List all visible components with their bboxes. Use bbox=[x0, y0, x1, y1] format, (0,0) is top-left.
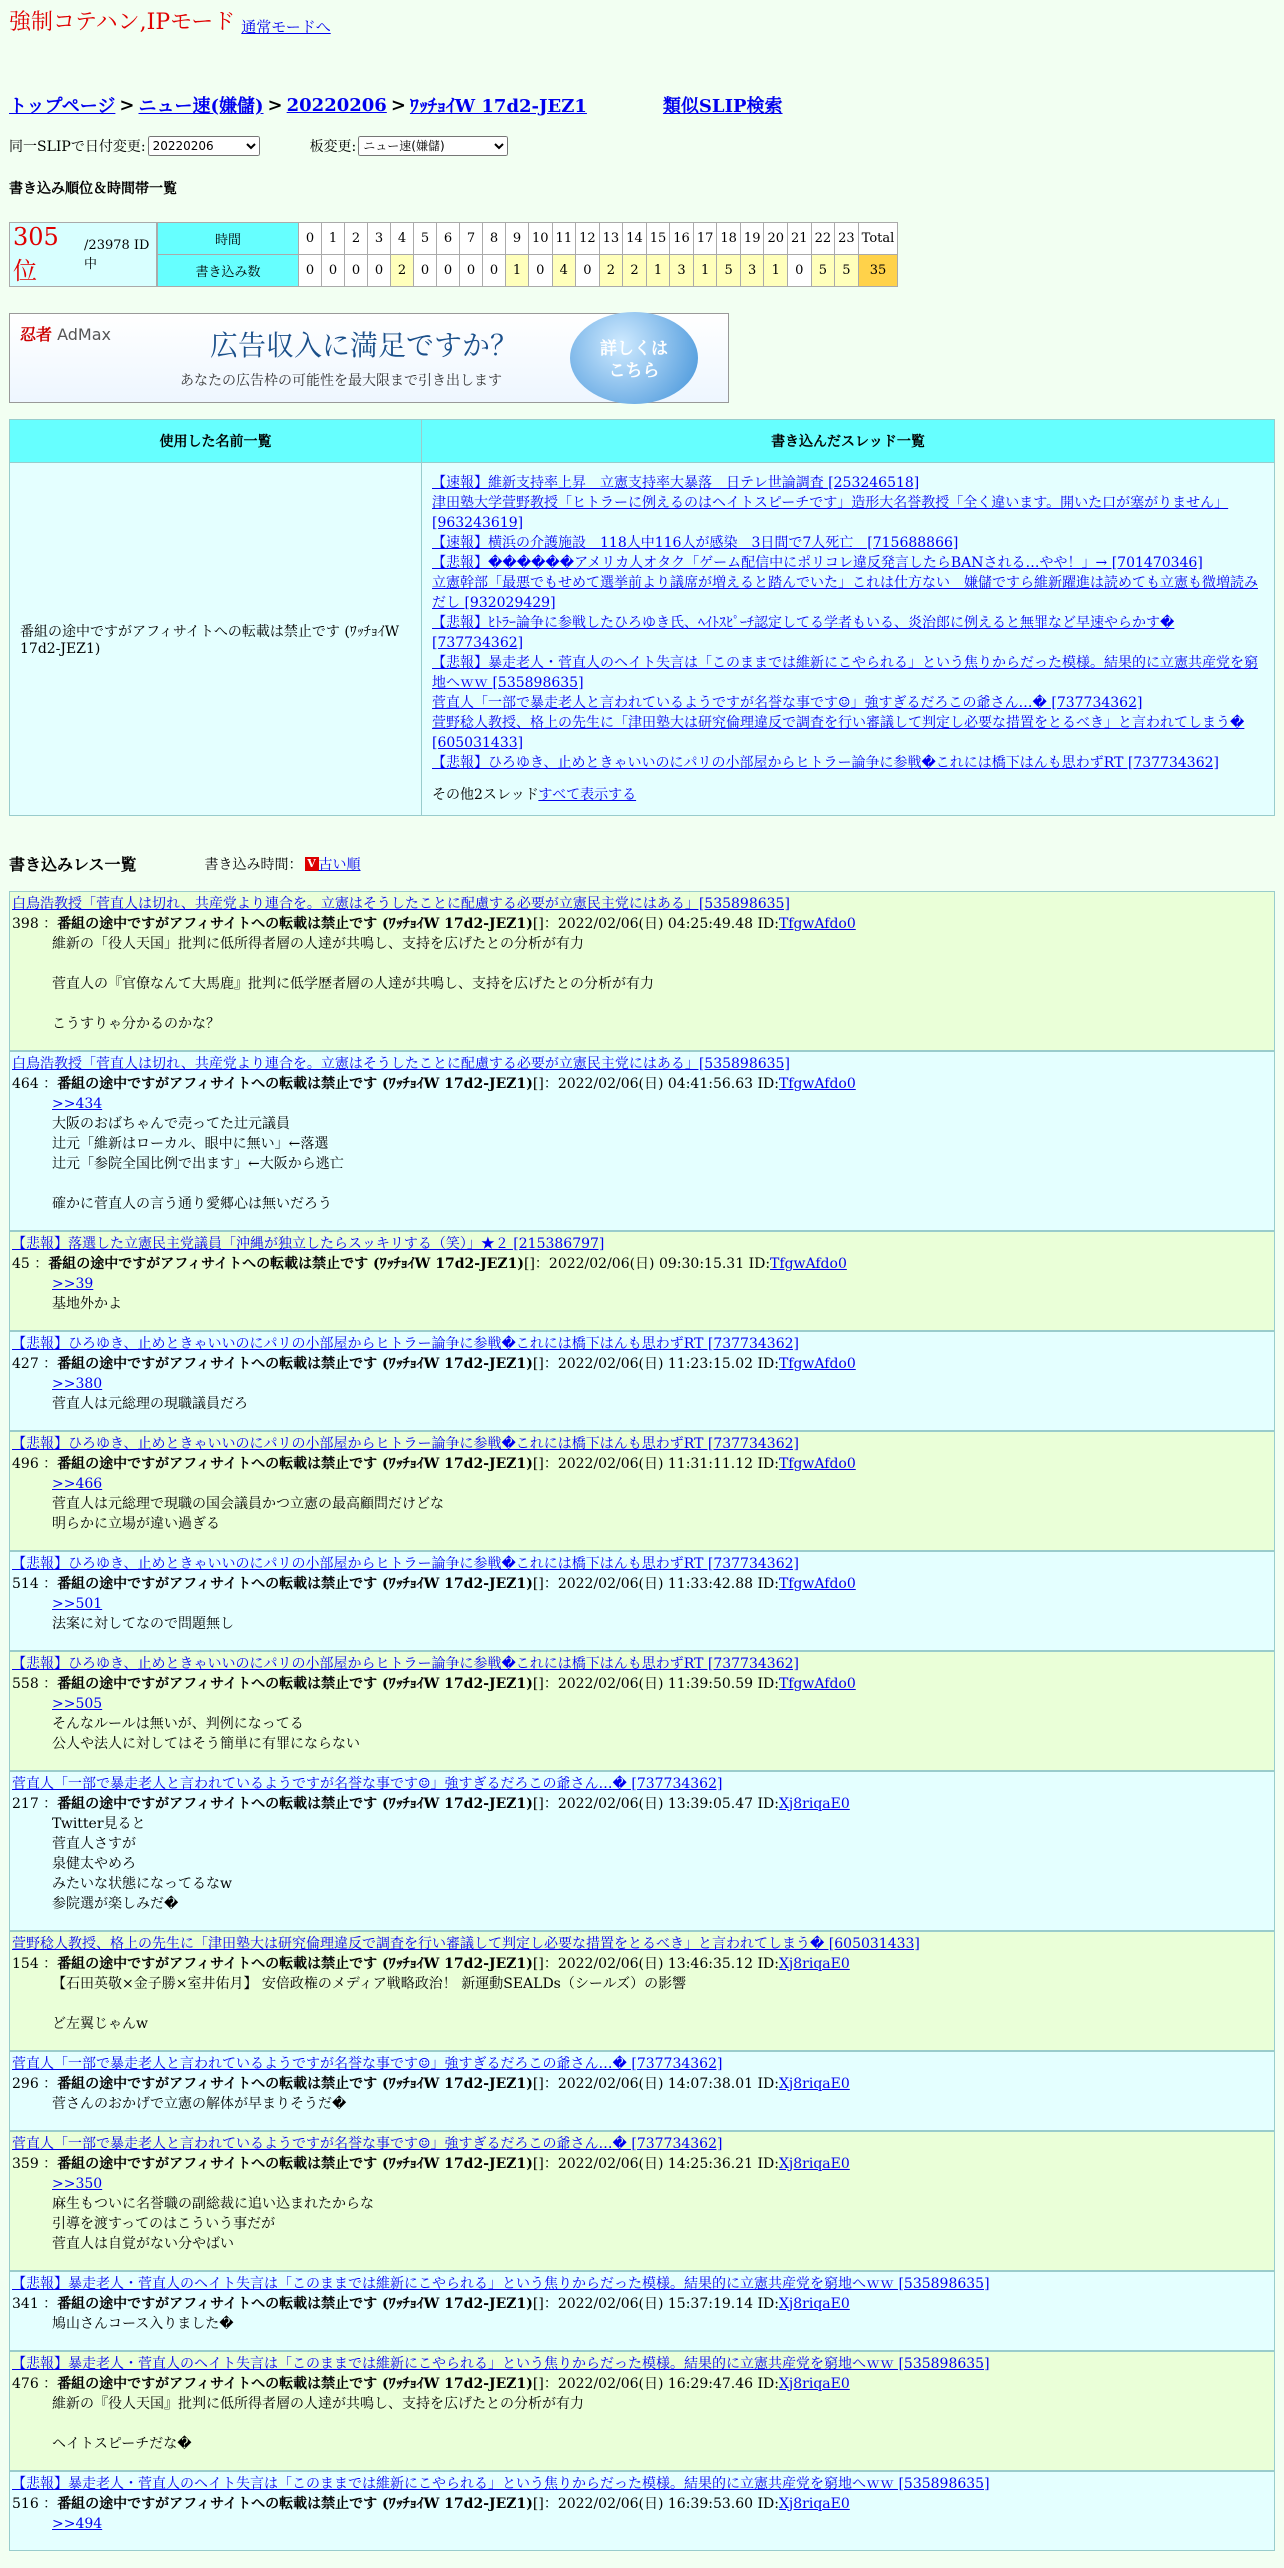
post-id-link[interactable]: Xj8riqaE0 bbox=[778, 2496, 850, 2512]
hour-cell: 6 bbox=[437, 223, 460, 255]
post-item bbox=[9, 2271, 1275, 2351]
post-id-link[interactable]: Xj8riqaE0 bbox=[778, 2296, 850, 2312]
post-body bbox=[12, 2094, 1272, 2114]
hour-cell: 0 bbox=[299, 223, 322, 255]
post-item bbox=[9, 1771, 1275, 1931]
post-line: 確かに菅直人の言う通り愛郷心は無いだろう bbox=[52, 1196, 332, 1212]
thread-link[interactable]: 【悲報】暴走老人・菅直人のヘイト失言は「このままでは維新にこやられる」という焦りからだった模様。結果的に立憲共産党を窮地へｗｗ [535898635] bbox=[432, 655, 1258, 691]
thread-link[interactable]: 津田塾大学萱野教授「ヒトラーに例えるのはヘイトスピーチです」造形大名誉教授「全く違います。開いた口が塞がりません」[963243619] bbox=[432, 495, 1229, 531]
post-date: []：2022/02/06(日) 16:39:53.60 ID: bbox=[532, 2496, 779, 2512]
post-number: 217 bbox=[12, 1796, 39, 1812]
count-cell: 0 bbox=[788, 255, 812, 287]
post-name: 番組の途中ですがアフィサイトへの転載は禁止です (ﾜｯﾁｮｲW 17d2-JEZ1) bbox=[57, 1076, 533, 1092]
post-number: 516 bbox=[12, 2496, 39, 2512]
post-id-link[interactable]: TfgwAfdo0 bbox=[778, 1356, 856, 1372]
post-meta: 464 ：番組の途中ですがアフィサイトへの転載は禁止です (ﾜｯﾁｮｲW 17d2-JEZ1)[]：2022/02/06(日) 04:41:56.63 ID:TfgwAfdo0 bbox=[12, 1076, 856, 1092]
hour-cell: 22 bbox=[811, 223, 835, 255]
count-cell: 0 bbox=[460, 255, 483, 287]
same-slip-date-label: 同一SLIPで日付変更: bbox=[9, 139, 146, 155]
post-body bbox=[12, 1474, 1272, 1534]
post-id-link[interactable]: Xj8riqaE0 bbox=[778, 1956, 850, 1972]
post-name: 番組の途中ですがアフィサイトへの転載は禁止です (ﾜｯﾁｮｲW 17d2-JEZ1) bbox=[57, 2156, 533, 2172]
hour-cell: 13 bbox=[599, 223, 623, 255]
count-cell: 0 bbox=[322, 255, 345, 287]
count-cell: 2 bbox=[391, 255, 414, 287]
normal-mode-link[interactable]: 通常モードへ bbox=[241, 18, 331, 36]
post-item bbox=[9, 1051, 1275, 1231]
post-line: 【石田英敬×金子勝×室井佑月】 安倍政権のメディア戦略政治！ 新運動SEALDs（シールズ）の影響 bbox=[52, 1976, 687, 1992]
hour-cell: 3 bbox=[368, 223, 391, 255]
count-cell: 0 bbox=[483, 255, 506, 287]
post-line: 公人や法人に対してはそう簡単に有罪にならない bbox=[52, 1736, 360, 1752]
post-item bbox=[9, 1651, 1275, 1771]
post-name: 番組の途中ですがアフィサイトへの転載は禁止です (ﾜｯﾁｮｲW 17d2-JEZ1) bbox=[57, 1576, 533, 1592]
post-item bbox=[9, 2471, 1275, 2551]
post-meta: 341 ：番組の途中ですがアフィサイトへの転載は禁止です (ﾜｯﾁｮｲW 17d2-JEZ1)[]：2022/02/06(日) 15:37:19.14 ID:Xj8riqaE0 bbox=[12, 2296, 850, 2312]
post-thread-link[interactable]: 【悲報】ひろゆき、止めときゃいいのにパリの小部屋からヒトラー論争に参戦�これには橋下はんも思わずRT [737734362] bbox=[12, 1656, 799, 1672]
post-date: []：2022/02/06(日) 13:46:35.12 ID: bbox=[532, 1956, 779, 1972]
breadcrumb-top[interactable]: トップページ bbox=[9, 96, 116, 117]
post-item bbox=[9, 2351, 1275, 2471]
sort-label: 書き込み時間： bbox=[204, 856, 303, 873]
hour-cell: 15 bbox=[646, 223, 670, 255]
post-thread-link[interactable]: 菅直人「一部で暴走老人と言われているようですが名誉な事です☺」強すぎるだろこの爺さん…� [737734362] bbox=[12, 1776, 723, 1792]
count-cell: 3 bbox=[670, 255, 694, 287]
post-thread-link[interactable]: 【悲報】暴走老人・菅直人のヘイト失言は「このままでは維新にこやられる」という焦りからだった模様。結果的に立憲共産党を窮地へｗｗ [535898635] bbox=[12, 2356, 990, 2372]
post-line: 辻元「維新はローカル、眼中に無い」←落選 bbox=[52, 1136, 329, 1152]
hour-cell: 19 bbox=[740, 223, 764, 255]
post-date: []：2022/02/06(日) 11:31:11.12 ID: bbox=[532, 1456, 779, 1472]
post-number: 154 bbox=[12, 1956, 39, 1972]
post-line bbox=[52, 1174, 1272, 1194]
breadcrumb-date[interactable]: 20220206 bbox=[286, 94, 387, 116]
hour-cell: 23 bbox=[835, 223, 859, 255]
hour-cell: 12 bbox=[576, 223, 600, 255]
post-number: 359 bbox=[12, 2156, 39, 2172]
post-thread-link[interactable]: 萱野稔人教授、格上の先生に「津田塾大は研究倫理違反で調査を行い審議して判定し必要な措置をとるべき」と言われてしまう� [605031433] bbox=[12, 1936, 920, 1952]
thread-link[interactable]: 【悲報】ひろゆき、止めときゃいいのにパリの小部屋からヒトラー論争に参戦�これには橋下はんも思わずRT [737734362] bbox=[432, 755, 1219, 771]
post-item bbox=[9, 1431, 1275, 1551]
post-line: 菅直人は自覚がない分やばい bbox=[52, 2236, 234, 2252]
post-id-link[interactable]: TfgwAfdo0 bbox=[778, 1456, 856, 1472]
board-select[interactable] bbox=[358, 136, 508, 156]
post-body bbox=[12, 1694, 1272, 1754]
hour-cell: 9 bbox=[506, 223, 529, 255]
count-cell: 4 bbox=[552, 255, 576, 287]
post-line: みたいな状態になってるなw bbox=[52, 1876, 232, 1892]
post-number: 341 bbox=[12, 2296, 39, 2312]
count-label: 書き込み数 bbox=[158, 255, 299, 287]
post-thread-link[interactable]: 【悲報】落選した立憲民主党議員「沖縄が独立したらスッキリする（笑）」★２ [215386797] bbox=[12, 1236, 605, 1252]
post-date: []：2022/02/06(日) 04:25:49.48 ID: bbox=[532, 916, 779, 932]
post-id-link[interactable]: TfgwAfdo0 bbox=[778, 916, 856, 932]
rank-total: /23978 ID中 bbox=[84, 237, 150, 272]
posts-title: 書き込みレス一覧 bbox=[9, 855, 137, 874]
post-body bbox=[12, 2514, 1272, 2534]
post-name: 番組の途中ですがアフィサイトへの転載は禁止です (ﾜｯﾁｮｲW 17d2-JEZ1) bbox=[57, 1796, 533, 1812]
post-date: []：2022/02/06(日) 09:30:15.31 ID: bbox=[523, 1256, 771, 1272]
post-id-link[interactable]: Xj8riqaE0 bbox=[778, 2376, 850, 2392]
count-cell: 0 bbox=[368, 255, 391, 287]
show-all-link[interactable]: すべて表示する bbox=[538, 787, 637, 803]
count-cell: 0 bbox=[299, 255, 322, 287]
count-cell: 0 bbox=[529, 255, 553, 287]
post-name: 番組の途中ですがアフィサイトへの転載は禁止です (ﾜｯﾁｮｲW 17d2-JEZ1) bbox=[57, 1356, 533, 1372]
post-meta: 359 ：番組の途中ですがアフィサイトへの転載は禁止です (ﾜｯﾁｮｲW 17d2-JEZ1)[]：2022/02/06(日) 14:25:36.21 ID:Xj8riqaE0 bbox=[12, 2156, 850, 2172]
summary-table bbox=[9, 419, 1275, 816]
post-number: 296 bbox=[12, 2076, 39, 2092]
reply-anchor-link[interactable]: >>505 bbox=[52, 1696, 103, 1712]
thread-link[interactable]: 【速報】維新支持率上昇 立憲支持率大暴落 日テレ世論調査 [253246518] bbox=[432, 475, 920, 491]
post-line: 参院選が楽しみだ� bbox=[52, 1896, 179, 1912]
post-line bbox=[52, 1994, 1272, 2014]
post-id-link[interactable]: TfgwAfdo0 bbox=[778, 1576, 856, 1592]
count-cell: 0 bbox=[437, 255, 460, 287]
reply-anchor-link[interactable]: >>434 bbox=[52, 1096, 103, 1112]
reply-anchor-link[interactable]: >>466 bbox=[52, 1476, 103, 1492]
post-thread-link[interactable]: 白鳥浩教授「菅直人は切れ、共産党より連合を。立憲はそうしたことに配慮する必要が立憲民主党にはある」[535898635] bbox=[12, 896, 790, 912]
hour-cell: 11 bbox=[552, 223, 576, 255]
post-thread-link[interactable]: 【悲報】暴走老人・菅直人のヘイト失言は「このままでは維新にこやられる」という焦りからだった模様。結果的に立憲共産党を窮地へｗｗ [535898635] bbox=[12, 2476, 990, 2492]
post-number: 476 bbox=[12, 2376, 39, 2392]
hour-cell: 10 bbox=[529, 223, 553, 255]
count-cell: 35 bbox=[858, 255, 898, 287]
reply-anchor-link[interactable]: >>494 bbox=[52, 2516, 103, 2532]
post-date: []：2022/02/06(日) 11:33:42.88 ID: bbox=[532, 1576, 779, 1592]
post-thread-link[interactable]: 【悲報】ひろゆき、止めときゃいいのにパリの小部屋からヒトラー論争に参戦�これには橋下はんも思わずRT [737734362] bbox=[12, 1556, 799, 1572]
count-cell: 1 bbox=[506, 255, 529, 287]
post-id-link[interactable]: Xj8riqaE0 bbox=[778, 2156, 850, 2172]
count-cell: 0 bbox=[414, 255, 437, 287]
post-date: []：2022/02/06(日) 13:39:05.47 ID: bbox=[532, 1796, 779, 1812]
count-cell: 5 bbox=[835, 255, 859, 287]
date-select[interactable] bbox=[148, 136, 260, 156]
post-line: 辻元「参院全国比例で出ます」←大阪から逃亡 bbox=[52, 1156, 344, 1172]
post-item bbox=[9, 1931, 1275, 2051]
thread-link[interactable]: 立憲幹部「最悪でもせめて選挙前より議席が増えると踏んでいた」これは仕方ない 嫌儲ですら維新躍進は読めても立憲も微増読みだし [932029429] bbox=[432, 575, 1258, 611]
reply-anchor-link[interactable]: >>350 bbox=[52, 2176, 103, 2192]
post-line: ヘイトスピーチだな� bbox=[52, 2436, 192, 2452]
post-date: []：2022/02/06(日) 16:29:47.46 ID: bbox=[532, 2376, 779, 2392]
used-name: 番組の途中ですがアフィサイトへの転載は禁止です (ﾜｯﾁｮｲW 17d2-JEZ1) bbox=[10, 463, 422, 816]
post-item bbox=[9, 1331, 1275, 1431]
rank-cell bbox=[9, 222, 157, 287]
post-line: 法案に対してなので問題無し bbox=[52, 1616, 234, 1632]
post-body bbox=[12, 1974, 1272, 2034]
post-id-link[interactable]: Xj8riqaE0 bbox=[778, 2076, 850, 2092]
post-line bbox=[52, 994, 1272, 1014]
ad-subtext: あなたの広告枠の可能性を最大限まで引き出します bbox=[180, 373, 502, 389]
post-line: 菅直人は元総理で現職の国会議員かつ立憲の最高顧問だけどな bbox=[52, 1496, 444, 1512]
page-title: 強制コテハン,IPモード bbox=[9, 10, 236, 35]
rank-section-title: 書き込み順位＆時間帯一覧 bbox=[9, 181, 177, 197]
post-meta: 398 ：番組の途中ですがアフィサイトへの転載は禁止です (ﾜｯﾁｮｲW 17d2-JEZ1)[]：2022/02/06(日) 04:25:49.48 ID:TfgwAfdo0 bbox=[12, 916, 856, 932]
post-name: 番組の途中ですがアフィサイトへの転載は禁止です (ﾜｯﾁｮｲW 17d2-JEZ1) bbox=[57, 916, 533, 932]
breadcrumb bbox=[9, 92, 1275, 118]
post-name: 番組の途中ですがアフィサイトへの転載は禁止です (ﾜｯﾁｮｲW 17d2-JEZ1) bbox=[48, 1256, 524, 1272]
post-item bbox=[9, 1231, 1275, 1331]
breadcrumb-slip[interactable]: ﾜｯﾁｮｲW 17d2-JEZ1 bbox=[409, 96, 587, 117]
hour-cell: 14 bbox=[623, 223, 647, 255]
ad-details-button[interactable]: 詳しくは こちら bbox=[570, 312, 698, 404]
post-body bbox=[12, 1374, 1272, 1414]
post-id-link[interactable]: TfgwAfdo0 bbox=[770, 1256, 847, 1272]
post-line: 菅直人の『官僚なんて大馬鹿』批判に低学歴者層の人達が共鳴し、支持を広げたとの分析が有力 bbox=[52, 976, 654, 992]
post-body bbox=[12, 1814, 1272, 1914]
ad-logo: 忍者 AdMax bbox=[20, 325, 112, 344]
hour-cell: 5 bbox=[414, 223, 437, 255]
post-body bbox=[12, 2174, 1272, 2254]
post-meta: 514 ：番組の途中ですがアフィサイトへの転載は禁止です (ﾜｯﾁｮｲW 17d2-JEZ1)[]：2022/02/06(日) 11:33:42.88 ID:TfgwAfdo0 bbox=[12, 1576, 856, 1592]
title-bar bbox=[9, 0, 1275, 44]
posts-header bbox=[9, 852, 1275, 875]
names-header: 使用した名前一覧 bbox=[10, 420, 422, 463]
hour-cell: Total bbox=[858, 223, 898, 255]
post-thread-link[interactable]: 菅直人「一部で暴走老人と言われているようですが名誉な事です☺」強すぎるだろこの爺さん…� [737734362] bbox=[12, 2056, 723, 2072]
post-date: []：2022/02/06(日) 15:37:19.14 ID: bbox=[532, 2296, 779, 2312]
post-name: 番組の途中ですがアフィサイトへの転載は禁止です (ﾜｯﾁｮｲW 17d2-JEZ1) bbox=[57, 1456, 533, 1472]
reply-anchor-link[interactable]: >>501 bbox=[52, 1596, 103, 1612]
count-cell: 5 bbox=[717, 255, 741, 287]
post-meta: 496 ：番組の途中ですがアフィサイトへの転載は禁止です (ﾜｯﾁｮｲW 17d2-JEZ1)[]：2022/02/06(日) 11:31:11.12 ID:TfgwAfdo0 bbox=[12, 1456, 856, 1472]
count-cell: 1 bbox=[693, 255, 717, 287]
breadcrumb-sep: > bbox=[267, 94, 283, 116]
post-line: ど左翼じゃんw bbox=[52, 2016, 148, 2032]
post-item bbox=[9, 891, 1275, 1051]
thread-link[interactable]: 萱野稔人教授、格上の先生に「津田塾大は研究倫理違反で調査を行い審議して判定し必要な措置をとるべき」と言われてしまう� [605031433] bbox=[432, 715, 1245, 751]
count-cell: 1 bbox=[646, 255, 670, 287]
post-name: 番組の途中ですがアフィサイトへの転載は禁止です (ﾜｯﾁｮｲW 17d2-JEZ1) bbox=[57, 1676, 533, 1692]
reply-anchor-link[interactable]: >>39 bbox=[52, 1276, 94, 1292]
post-line: 泉健太やめろ bbox=[52, 1856, 136, 1872]
hour-cell: 4 bbox=[391, 223, 414, 255]
post-item bbox=[9, 2131, 1275, 2271]
hour-cell: 1 bbox=[322, 223, 345, 255]
breadcrumb-sep: > bbox=[119, 94, 135, 116]
post-name: 番組の途中ですがアフィサイトへの転載は禁止です (ﾜｯﾁｮｲW 17d2-JEZ1) bbox=[57, 2296, 533, 2312]
post-line: 基地外かよ bbox=[52, 1296, 122, 1312]
post-meta: 558 ：番組の途中ですがアフィサイトへの転載は禁止です (ﾜｯﾁｮｲW 17d2-JEZ1)[]：2022/02/06(日) 11:39:50.59 ID:TfgwAfdo0 bbox=[12, 1676, 856, 1692]
ad-headline: 広告収入に満足ですか？ bbox=[210, 329, 519, 362]
hour-cell: 7 bbox=[460, 223, 483, 255]
hour-cell: 16 bbox=[670, 223, 694, 255]
post-date: []：2022/02/06(日) 04:41:56.63 ID: bbox=[532, 1076, 779, 1092]
post-number: 514 bbox=[12, 1576, 39, 1592]
post-line: 菅さんのおかげで立憲の解体が早まりそうだ� bbox=[52, 2096, 347, 2112]
post-number: 464 bbox=[12, 1076, 39, 1092]
post-line: 明らかに立場が違い過ぎる bbox=[52, 1516, 220, 1532]
post-meta: 154 ：番組の途中ですがアフィサイトへの転載は禁止です (ﾜｯﾁｮｲW 17d2-JEZ1)[]：2022/02/06(日) 13:46:35.12 ID:Xj8riqaE0 bbox=[12, 1956, 850, 1972]
rank-number: 305 位 bbox=[13, 223, 59, 285]
post-name: 番組の途中ですがアフィサイトへの転載は禁止です (ﾜｯﾁｮｲW 17d2-JEZ1) bbox=[57, 2496, 533, 2512]
post-meta: 45 ：番組の途中ですがアフィサイトへの転載は禁止です (ﾜｯﾁｮｲW 17d2-JEZ1)[]：2022/02/06(日) 09:30:15.31 ID:TfgwAfdo0 bbox=[12, 1256, 847, 1272]
post-line: 維新の『役人天国』批判に低所得者層の人達が共鳴し、支持を広げたとの分析が有力 bbox=[52, 2396, 584, 2412]
rank-hours-table bbox=[9, 222, 1275, 287]
time-label: 時間 bbox=[158, 223, 299, 255]
count-cell: 1 bbox=[764, 255, 788, 287]
board-change-label: 板変更: bbox=[309, 139, 357, 155]
thread-link[interactable]: 【悲報】������アメリカ人オタク「ゲーム配信中にポリコレ違反発言したらBANされる…やや！」→ [701470346] bbox=[432, 555, 1203, 571]
post-line: 維新の「役人天国」批判に低所得者層の人達が共鳴し、支持を広げたとの分析が有力 bbox=[52, 936, 584, 952]
post-thread-link[interactable]: 菅直人「一部で暴走老人と言われているようですが名誉な事です☺」強すぎるだろこの爺さん…� [737734362] bbox=[12, 2136, 723, 2152]
post-date: []：2022/02/06(日) 14:25:36.21 ID: bbox=[532, 2156, 779, 2172]
post-meta: 427 ：番組の途中ですがアフィサイトへの転載は禁止です (ﾜｯﾁｮｲW 17d2-JEZ1)[]：2022/02/06(日) 11:23:15.02 ID:TfgwAfdo0 bbox=[12, 1356, 856, 1372]
post-number: 398 bbox=[12, 916, 39, 932]
post-thread-link[interactable]: 【悲報】ひろゆき、止めときゃいいのにパリの小部屋からヒトラー論争に参戦�これには橋下はんも思わずRT [737734362] bbox=[12, 1336, 799, 1352]
post-name: 番組の途中ですがアフィサイトへの転載は禁止です (ﾜｯﾁｮｲW 17d2-JEZ1) bbox=[57, 1956, 533, 1972]
thread-link[interactable]: 【悲報】ﾋﾄﾗｰ論争に参戦したひろゆき氏、ﾍｲﾄｽﾋﾟｰﾁ認定してる学者もいる、炎治郎に例えると無罪など早速やらかす� [737734362] bbox=[432, 615, 1175, 651]
post-line: 麻生もついに名誉職の副総裁に追い込まれたからな bbox=[52, 2196, 374, 2212]
thread-link[interactable]: 菅直人「一部で暴走老人と言われているようですが名誉な事です☺」強すぎるだろこの爺さん…� [737734362] bbox=[432, 695, 1143, 711]
post-item bbox=[9, 2051, 1275, 2131]
post-item bbox=[9, 1551, 1275, 1651]
post-body bbox=[12, 2394, 1272, 2454]
post-thread-link[interactable]: 白鳥浩教授「菅直人は切れ、共産党より連合を。立憲はそうしたことに配慮する必要が立憲民主党にはある」[535898635] bbox=[12, 1056, 790, 1072]
breadcrumb-sep: > bbox=[390, 94, 406, 116]
post-meta: 516 ：番組の途中ですがアフィサイトへの転載は禁止です (ﾜｯﾁｮｲW 17d2-JEZ1)[]：2022/02/06(日) 16:39:53.60 ID:Xj8riqaE0 bbox=[12, 2496, 850, 2512]
selector-row bbox=[9, 136, 1275, 156]
hour-cell: 8 bbox=[483, 223, 506, 255]
post-number: 45 bbox=[12, 1256, 30, 1272]
post-list bbox=[9, 891, 1275, 2551]
thread-list bbox=[422, 463, 1275, 816]
post-date: []：2022/02/06(日) 14:07:38.01 ID: bbox=[532, 2076, 779, 2092]
post-body bbox=[12, 1274, 1272, 1314]
post-line: 引導を渡すってのはこういう事だが bbox=[52, 2216, 276, 2232]
post-line: そんなルールは無いが、判例になってる bbox=[52, 1716, 304, 1732]
post-line: Twitter見ると bbox=[52, 1816, 146, 1832]
count-cell: 0 bbox=[345, 255, 368, 287]
hour-cell: 2 bbox=[345, 223, 368, 255]
post-line bbox=[52, 954, 1272, 974]
hour-cell: 20 bbox=[764, 223, 788, 255]
hours-table bbox=[157, 222, 898, 287]
post-line: 菅直人さすが bbox=[52, 1836, 136, 1852]
post-id-link[interactable]: Xj8riqaE0 bbox=[778, 1796, 850, 1812]
post-body bbox=[12, 934, 1272, 1034]
count-cell: 2 bbox=[623, 255, 647, 287]
post-thread-link[interactable]: 【悲報】暴走老人・菅直人のヘイト失言は「このままでは維新にこやられる」という焦りからだった模様。結果的に立憲共産党を窮地へｗｗ [535898635] bbox=[12, 2276, 990, 2292]
ad-banner[interactable] bbox=[9, 313, 729, 403]
sort-oldest-link[interactable]: 古い順 bbox=[318, 856, 361, 873]
sort-icon: V bbox=[305, 857, 319, 871]
post-date: []：2022/02/06(日) 11:39:50.59 ID: bbox=[532, 1676, 779, 1692]
post-line: 鳩山さんコース入りました� bbox=[52, 2316, 234, 2332]
similar-slip-search-link[interactable]: 類似SLIP検索 bbox=[662, 96, 783, 117]
hour-cell: 21 bbox=[788, 223, 812, 255]
post-meta: 476 ：番組の途中ですがアフィサイトへの転載は禁止です (ﾜｯﾁｮｲW 17d2-JEZ1)[]：2022/02/06(日) 16:29:47.46 ID:Xj8riqaE0 bbox=[12, 2376, 850, 2392]
reply-anchor-link[interactable]: >>380 bbox=[52, 1376, 103, 1392]
post-line: 大阪のおばちゃんで売ってた辻元議員 bbox=[52, 1116, 290, 1132]
post-date: []：2022/02/06(日) 11:23:15.02 ID: bbox=[532, 1356, 779, 1372]
post-thread-link[interactable]: 【悲報】ひろゆき、止めときゃいいのにパリの小部屋からヒトラー論争に参戦�これには橋下はんも思わずRT [737734362] bbox=[12, 1436, 799, 1452]
threads-header: 書き込んだスレッド一覧 bbox=[422, 420, 1275, 463]
post-number: 496 bbox=[12, 1456, 39, 1472]
breadcrumb-board[interactable]: ニュー速(嫌儲) bbox=[138, 96, 264, 117]
count-cell: 3 bbox=[740, 255, 764, 287]
post-body bbox=[12, 1594, 1272, 1634]
post-meta: 296 ：番組の途中ですがアフィサイトへの転載は禁止です (ﾜｯﾁｮｲW 17d2-JEZ1)[]：2022/02/06(日) 14:07:38.01 ID:Xj8riqaE0 bbox=[12, 2076, 850, 2092]
post-id-link[interactable]: TfgwAfdo0 bbox=[778, 1076, 856, 1092]
count-cell: 0 bbox=[576, 255, 600, 287]
post-number: 558 bbox=[12, 1676, 39, 1692]
post-line: 菅直人は元総理の現職議員だろ bbox=[52, 1396, 248, 1412]
more-threads: その他2スレッドすべて表示する bbox=[432, 787, 637, 803]
post-body bbox=[12, 1094, 1272, 1214]
post-number: 427 bbox=[12, 1356, 39, 1372]
post-meta: 217 ：番組の途中ですがアフィサイトへの転載は禁止です (ﾜｯﾁｮｲW 17d2-JEZ1)[]：2022/02/06(日) 13:39:05.47 ID:Xj8riqaE0 bbox=[12, 1796, 850, 1812]
thread-link[interactable]: 【速報】横浜の介護施設 118人中116人が感染 3日間で7人死亡 [715688866] bbox=[432, 535, 959, 551]
hour-cell: 18 bbox=[717, 223, 741, 255]
hour-cell: 17 bbox=[693, 223, 717, 255]
post-line: こうすりゃ分かるのかな？ bbox=[52, 1016, 220, 1032]
post-name: 番組の途中ですがアフィサイトへの転載は禁止です (ﾜｯﾁｮｲW 17d2-JEZ1) bbox=[57, 2376, 533, 2392]
count-cell: 5 bbox=[811, 255, 835, 287]
post-body bbox=[12, 2314, 1272, 2334]
post-line bbox=[52, 2414, 1272, 2434]
count-cell: 2 bbox=[599, 255, 623, 287]
post-name: 番組の途中ですがアフィサイトへの転載は禁止です (ﾜｯﾁｮｲW 17d2-JEZ1) bbox=[57, 2076, 533, 2092]
post-id-link[interactable]: TfgwAfdo0 bbox=[778, 1676, 856, 1692]
